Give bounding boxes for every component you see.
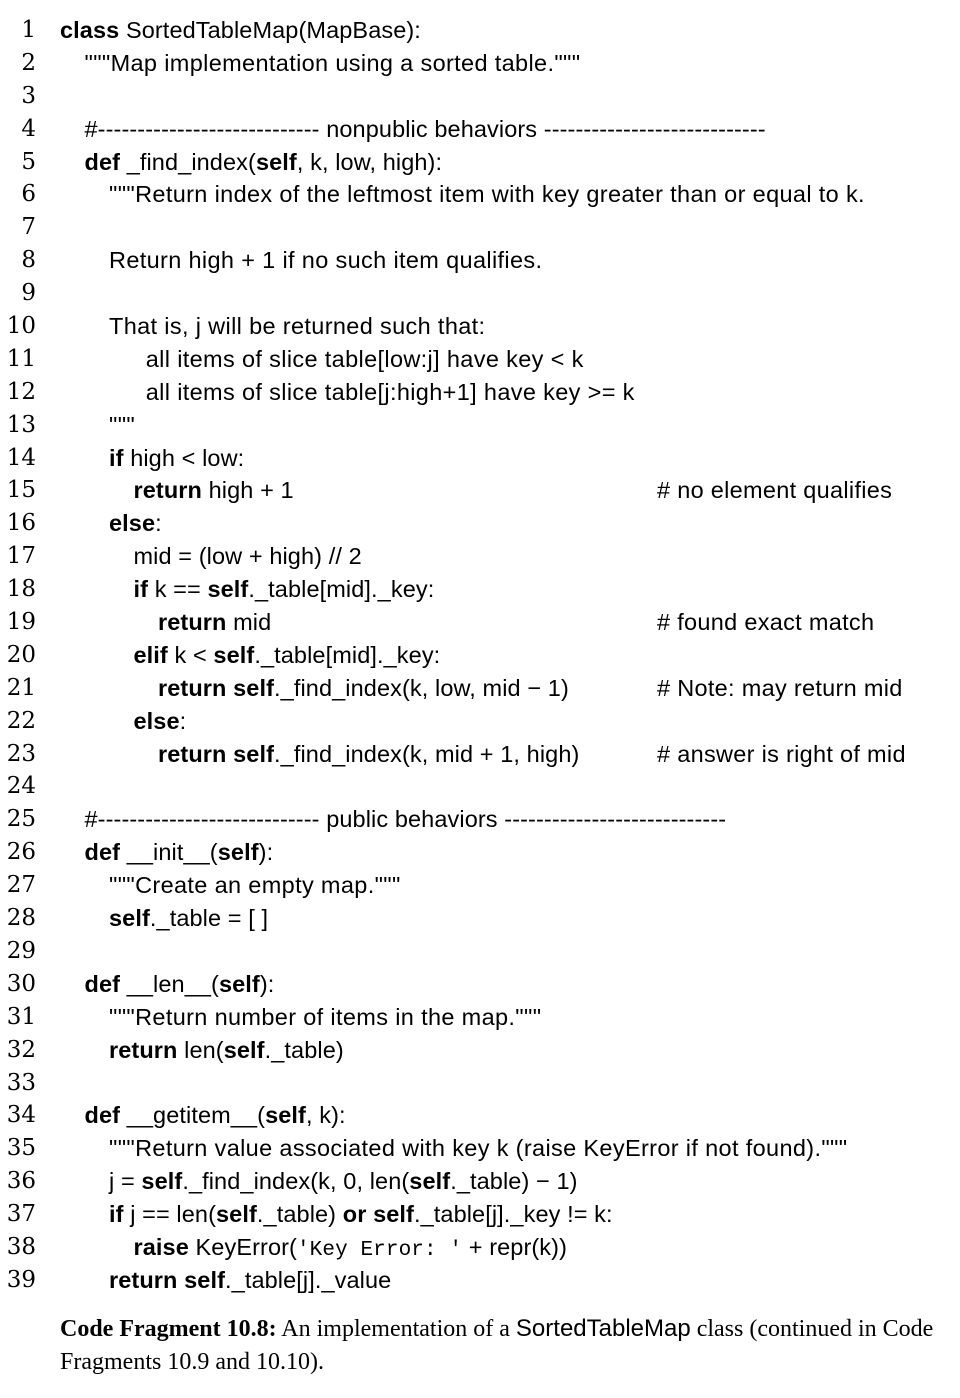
code-text	[109, 1264, 391, 1297]
code-token: j == len(	[123, 1201, 217, 1228]
code-docstring: """Return number of items in the map."""	[109, 1003, 542, 1030]
code-line	[0, 343, 960, 376]
code-token: ._find_index(k, low, mid − 1)	[274, 674, 569, 701]
code-text	[146, 343, 584, 376]
code-docstring: Return high + 1 if no such item qualifies.	[109, 247, 543, 274]
code-token: k <	[167, 641, 214, 668]
code-keyword: if	[109, 444, 124, 471]
code-text	[109, 310, 485, 343]
code-token: ._find_index(k, mid + 1, high)	[274, 740, 580, 767]
code-text	[109, 507, 162, 540]
line-number: 33	[6, 1069, 36, 1096]
line-number: 23	[6, 740, 36, 767]
code-keyword: elif	[133, 641, 168, 668]
line-number: 32	[6, 1036, 36, 1063]
code-text	[60, 14, 421, 47]
code-text	[85, 146, 443, 179]
code-token: k ==	[148, 576, 208, 603]
code-token: high + 1	[202, 477, 294, 504]
line-number: 7	[21, 214, 36, 241]
code-line	[0, 80, 960, 113]
line-number: 27	[6, 872, 36, 899]
code-keyword: return	[109, 1036, 178, 1063]
code-token: :	[155, 510, 162, 537]
code-comment: # Note: may return mid	[657, 674, 903, 701]
code-line	[0, 869, 960, 902]
line-number: 39	[6, 1266, 36, 1293]
line-number: 25	[6, 806, 36, 833]
code-token: 'Key Error: '	[296, 1238, 463, 1262]
code-text	[109, 442, 244, 475]
code-line	[0, 178, 960, 211]
code-keyword: self	[409, 1168, 451, 1195]
line-number: 3	[21, 82, 36, 109]
code-docstring: all items of slice table[low:j] have key < k	[145, 345, 584, 372]
code-text	[109, 1001, 541, 1034]
code-line	[0, 935, 960, 968]
code-text	[109, 1132, 847, 1165]
code-line	[0, 705, 960, 738]
line-number: 6	[21, 181, 36, 208]
code-docstring: all items of slice table[j:high+1] have key >= k	[145, 378, 635, 405]
code-token: #---------------------------- public behaviors ----------------------------	[84, 806, 727, 833]
line-number: 10	[6, 313, 36, 340]
code-keyword: else	[133, 707, 180, 734]
code-comment: # found exact match	[657, 609, 875, 636]
code-text	[85, 113, 766, 146]
code-line	[0, 639, 960, 672]
code-keyword: self	[217, 839, 259, 866]
code-token: _find_index(	[120, 148, 256, 175]
line-number: 35	[6, 1135, 36, 1162]
code-line	[0, 672, 960, 705]
caption-text-after: class (continued in Code Fragments 10.9 and 10.10).	[60, 1316, 934, 1375]
code-text	[109, 244, 542, 277]
code-line	[0, 244, 960, 277]
line-number: 16	[6, 510, 36, 537]
code-text	[134, 474, 294, 507]
code-text	[85, 1099, 346, 1132]
code-keyword: class	[60, 17, 120, 43]
code-token: ._table) − 1)	[450, 1168, 578, 1195]
code-text	[85, 968, 275, 1001]
code-keyword: self	[216, 1201, 257, 1228]
code-comment: # no element qualifies	[657, 477, 893, 504]
code-token: len(	[177, 1036, 224, 1063]
line-number: 12	[6, 378, 36, 405]
code-line	[0, 836, 960, 869]
line-number: 17	[6, 543, 36, 570]
line-number: 18	[6, 576, 36, 603]
code-token: ._table[j]._value	[225, 1266, 392, 1293]
line-number: 14	[6, 444, 36, 471]
code-token: __getitem__(	[120, 1102, 266, 1129]
code-docstring: """	[109, 411, 136, 438]
code-text	[109, 1198, 613, 1231]
code-text	[158, 672, 569, 705]
code-text	[134, 573, 435, 606]
code-token: KeyError(	[188, 1233, 297, 1260]
code-keyword: return self	[158, 740, 275, 767]
code-keyword: return self	[158, 674, 275, 701]
code-keyword: if	[133, 576, 149, 603]
line-number: 1	[21, 17, 36, 43]
code-line	[0, 1264, 960, 1297]
line-number: 13	[6, 411, 36, 438]
code-keyword: if	[109, 1201, 124, 1228]
code-comment: # answer is right of mid	[657, 740, 906, 767]
code-token: mid	[226, 609, 272, 636]
code-keyword: self	[141, 1168, 183, 1195]
code-keyword: self	[213, 641, 255, 668]
code-line	[0, 540, 960, 573]
line-number: 8	[21, 247, 36, 274]
line-number: 28	[6, 905, 36, 932]
line-number: 37	[6, 1201, 36, 1228]
code-token: ._table[mid]._key:	[248, 576, 435, 603]
code-line	[0, 1231, 960, 1264]
code-line	[0, 770, 960, 803]
code-docstring: """Map implementation using a sorted table."""	[84, 49, 581, 76]
code-docstring: """Return value associated with key k (raise KeyError if not found)."""	[109, 1135, 848, 1162]
code-line	[0, 968, 960, 1001]
code-keyword: def	[84, 839, 121, 866]
line-number: 26	[6, 839, 36, 866]
code-token: #---------------------------- nonpublic behaviors ----------------------------	[84, 115, 766, 142]
code-line	[0, 474, 960, 507]
code-line	[0, 211, 960, 244]
code-text	[158, 606, 271, 639]
code-text	[85, 803, 727, 836]
code-line	[0, 1198, 960, 1231]
code-caption	[60, 1312, 950, 1379]
code-keyword: return	[133, 477, 202, 504]
code-token: j =	[109, 1168, 142, 1195]
caption-label: Code Fragment 10.8:	[60, 1316, 277, 1342]
line-number: 29	[6, 937, 36, 964]
code-text	[134, 540, 362, 573]
code-line	[0, 507, 960, 540]
code-keyword: def	[84, 1102, 121, 1129]
code-line	[0, 310, 960, 343]
line-number: 30	[6, 970, 36, 997]
code-keyword: self	[223, 1036, 265, 1063]
code-token: ):	[258, 839, 274, 866]
code-keyword: self	[265, 1102, 306, 1129]
code-text	[109, 902, 268, 935]
code-text	[85, 836, 274, 869]
code-text	[109, 409, 135, 442]
code-token: + repr(k))	[462, 1233, 568, 1260]
code-docstring: """Return index of the leftmost item with key greater than or equal to k.	[109, 181, 865, 208]
code-token: ._table)	[264, 1036, 344, 1063]
line-number: 21	[6, 674, 36, 701]
code-line	[0, 1165, 960, 1198]
code-text	[158, 738, 579, 771]
code-token: SortedTableMap(MapBase):	[119, 17, 421, 43]
code-line	[0, 1099, 960, 1132]
code-keyword: self	[218, 970, 260, 997]
line-number: 20	[6, 641, 36, 668]
code-line	[0, 738, 960, 771]
code-token: ):	[259, 970, 275, 997]
code-text	[109, 178, 865, 211]
code-line	[0, 409, 960, 442]
code-keyword: def	[84, 970, 121, 997]
code-text	[109, 1165, 578, 1198]
code-text	[109, 869, 401, 902]
line-number: 11	[6, 345, 36, 372]
code-token: __len__(	[120, 970, 219, 997]
code-line	[0, 277, 960, 310]
code-keyword: else	[109, 510, 156, 537]
code-listing	[0, 14, 960, 1297]
caption-class-name: SortedTableMap	[515, 1315, 691, 1342]
code-line	[0, 442, 960, 475]
line-number: 34	[6, 1102, 36, 1129]
code-docstring: """Create an empty map."""	[109, 872, 401, 899]
line-number: 22	[6, 707, 36, 734]
code-token: ._table[j]._key != k:	[413, 1201, 613, 1228]
code-line	[0, 606, 960, 639]
code-line	[0, 146, 960, 179]
line-number: 15	[6, 477, 36, 504]
code-token: ._table = [ ]	[149, 905, 269, 932]
code-keyword: raise	[133, 1233, 189, 1260]
line-number: 36	[6, 1168, 36, 1195]
code-line	[0, 14, 960, 47]
line-number: 5	[21, 148, 36, 175]
code-token: , k, low, high):	[296, 148, 443, 175]
code-line	[0, 47, 960, 80]
code-keyword: self	[207, 576, 249, 603]
code-token: ._table)	[256, 1201, 343, 1228]
code-line	[0, 376, 960, 409]
line-number: 38	[6, 1233, 36, 1260]
code-token: , k):	[305, 1102, 346, 1129]
code-line	[0, 1067, 960, 1100]
code-text	[134, 705, 187, 738]
code-line	[0, 573, 960, 606]
code-line	[0, 1132, 960, 1165]
line-number: 24	[6, 773, 36, 800]
caption-text-before: An implementation of a	[276, 1316, 516, 1342]
code-line	[0, 1001, 960, 1034]
code-text	[146, 376, 635, 409]
code-token: mid = (low + high) // 2	[133, 543, 362, 570]
code-text	[134, 1231, 568, 1268]
code-keyword: def	[84, 148, 121, 175]
line-number: 9	[21, 280, 36, 307]
code-keyword: self	[109, 905, 150, 932]
code-text	[109, 1034, 344, 1067]
code-text	[134, 639, 441, 672]
code-token: __init__(	[120, 839, 218, 866]
code-line	[0, 1034, 960, 1067]
code-keyword: return	[158, 609, 227, 636]
line-number: 31	[6, 1003, 36, 1030]
line-number: 4	[21, 115, 36, 142]
code-line	[0, 902, 960, 935]
code-token: high < low:	[123, 444, 245, 471]
code-keyword: or self	[342, 1201, 414, 1228]
code-text	[85, 47, 581, 80]
code-docstring: That is, j will be returned such that:	[109, 313, 486, 340]
code-token: ._find_index(k, 0, len(	[182, 1168, 410, 1195]
code-keyword: self	[255, 148, 297, 175]
code-token: :	[179, 707, 187, 734]
code-line	[0, 113, 960, 146]
code-token: ._table[mid]._key:	[254, 641, 441, 668]
code-keyword: return self	[109, 1266, 226, 1293]
code-line	[0, 803, 960, 836]
line-number: 19	[6, 609, 36, 636]
line-number: 2	[21, 49, 36, 76]
